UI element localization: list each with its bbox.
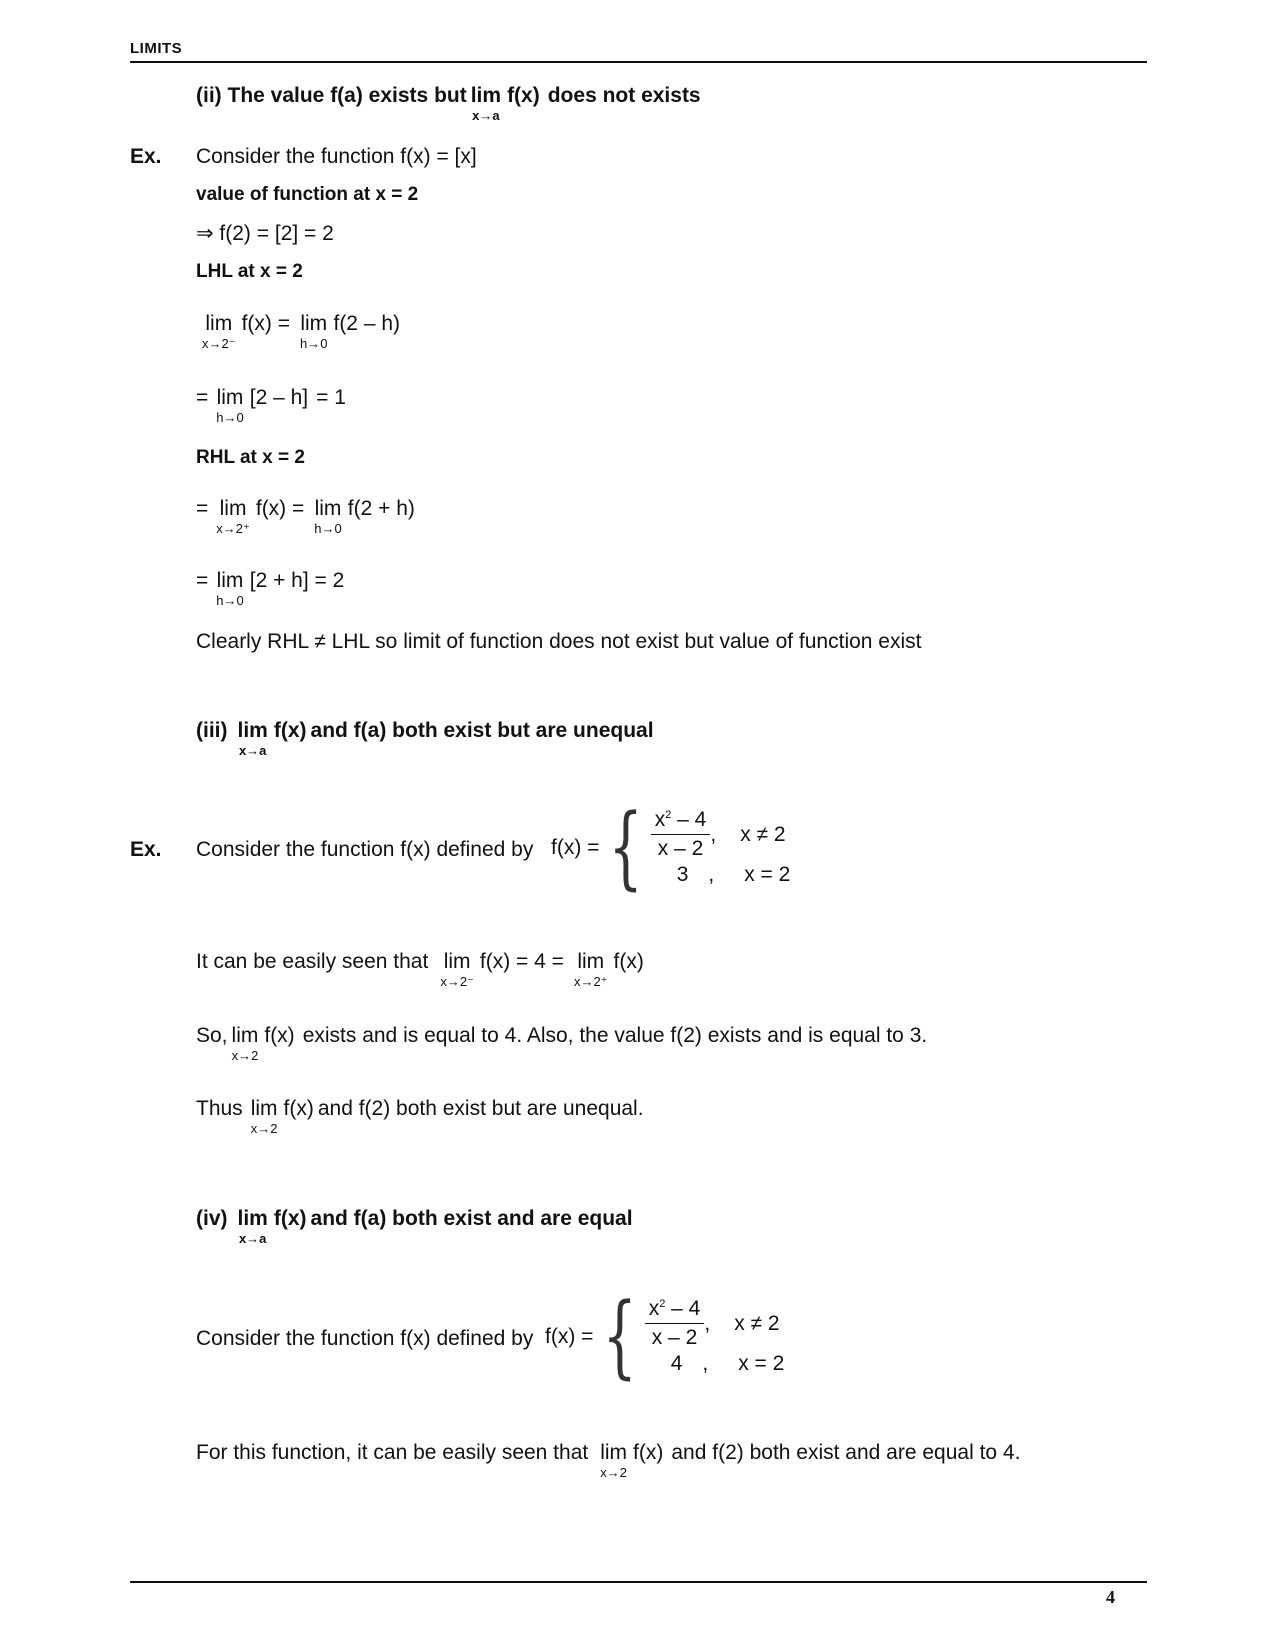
example-label: Ex.: [130, 145, 162, 168]
value-heading: value of function at x = 2: [196, 184, 419, 205]
section-iii-intro: Consider the function f(x) defined by: [196, 838, 534, 861]
rhl-heading: RHL at x = 2: [196, 447, 305, 468]
final-line: For this function, it can be easily seen that lim x→2 f(x) and f(2) both exist and are equal to 4.: [196, 1441, 1021, 1481]
section-iii-heading: (iii) lim x→a f(x) and f(a) both exist but are unequal: [196, 719, 654, 759]
piecewise-function: f(x) = { $\frac{x^2 - 4}{x - 2}$ , x ≠ 2 3 , x = 2: [551, 794, 791, 900]
section-iv-heading: (iv) lim x→a f(x) and f(a) both exist and are equal: [196, 1207, 633, 1247]
fraction: $\frac{x^2 - 4}{x - 2}$: [651, 808, 711, 861]
section-ii-heading: [196, 84, 701, 122]
lhl-heading: LHL at x = 2: [196, 261, 303, 282]
section-ii-fx: f(x): [507, 84, 540, 107]
section-ii-prefix: (ii) The value f(a) exists but: [196, 84, 467, 107]
left-brace: {: [602, 1283, 638, 1389]
lim-operator: lim x→a: [470, 84, 502, 124]
limit-equality-line: It can be easily seen that lim x→2⁻ f(x) = 4 = lim x→2⁺ f(x): [196, 950, 644, 990]
page-header-title: LIMITS: [130, 40, 183, 57]
rhl-line-2: = lim h→0 [2 + h] = 2: [196, 569, 345, 609]
piecewise-function: f(x) = { $\frac{x^2 - 4}{x - 2}$ , x ≠ 2 4 , x = 2: [545, 1283, 785, 1389]
fraction: $\frac{x^2 - 4}{x - 2}$: [645, 1297, 705, 1350]
thus-line: Thus lim x→2 f(x) and f(2) both exist but are unequal.: [196, 1097, 644, 1137]
section-ii-conclusion: Clearly RHL ≠ LHL so limit of function does not exist but value of function exist: [196, 630, 922, 653]
header-rule: [130, 61, 1147, 63]
section-iv-intro: Consider the function f(x) defined by: [196, 1327, 534, 1350]
page-number: 4: [1106, 1587, 1115, 1607]
so-line: So, lim x→2 f(x) exists and is equal to 4. Also, the value f(2) exists and is equal to 3.: [196, 1024, 928, 1064]
example-label: Ex.: [130, 838, 162, 861]
rhl-line-1: = lim x→2⁺ f(x) = lim h→0 f(2 + h): [196, 497, 415, 537]
lhl-line-2: = lim h→0 [2 – h] = 1: [196, 386, 346, 426]
f2-line: ⇒ f(2) = [2] = 2: [196, 222, 334, 245]
left-brace: {: [608, 794, 644, 900]
section-ii-suffix: does not exists: [547, 84, 701, 107]
footer-rule: [130, 1581, 1147, 1583]
lhl-line-1: lim x→2⁻ f(x) = lim h→0 f(2 – h): [202, 312, 401, 352]
example-intro: Consider the function f(x) = [x]: [196, 145, 477, 168]
